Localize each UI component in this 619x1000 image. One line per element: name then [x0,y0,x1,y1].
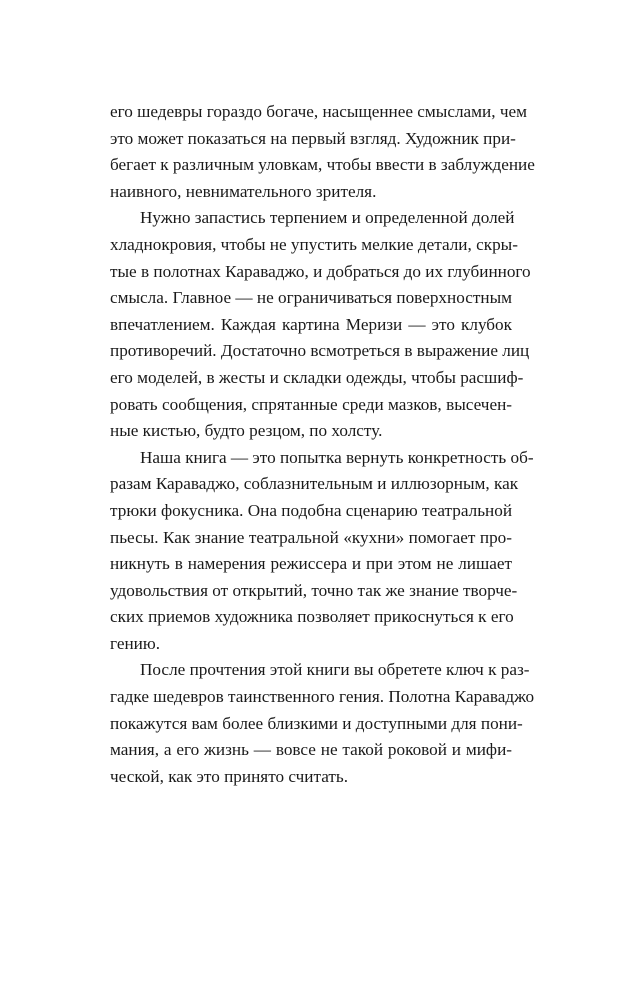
text-line: бегает к различным уловкам, чтобы ввести в заблуждение [110,155,535,175]
text-line: противоречий. Достаточно всмотреться в выражение лиц [110,341,530,361]
paragraph-4 [110,657,535,790]
text-line: это может показаться на первый взгляд. Художник при- [110,128,516,148]
text-line: хладнокровия, чтобы не упустить мелкие детали, скры- [110,234,518,254]
text-line: мания, а его жизнь — вовсе не такой роковой и мифи- [110,740,512,760]
text-line: покажутся вам более близкими и доступными для пони- [110,713,523,733]
text-line: удовольствия от открытий, точно так же знание творче- [110,580,518,600]
text-line: впечатлением. Каждая картина Меризи — это клубок [110,314,512,334]
text-line: смысла. Главное — не ограничиваться поверхностным [110,288,512,308]
text-line: ные кистью, будто резцом, по холсту. [110,421,383,441]
paragraph-3 [110,445,534,658]
text-line: никнуть в намерения режиссера и при этом не лишает [110,554,512,574]
text-line: пьесы. Как знание театральной «кухни» помогает про- [110,527,512,547]
text-line: его шедевры гораздо богаче, насыщеннее смыслами, чем [110,102,527,121]
text-line: ческой, как это принято считать. [110,766,349,786]
text-line: тые в полотнах Караваджо, и добраться до их глубинного [110,261,531,281]
text-line: его моделей, в жесты и складки одежды, чтобы расшиф- [110,367,524,387]
text-line: гадке шедевров таинственного гения. Полотна Караваджо [110,687,535,707]
text-line: гению. [110,633,160,653]
body-text [110,99,535,790]
paragraph-1 [110,99,535,205]
text-line: трюки фокусника. Она подобна сценарию театральной [110,500,513,520]
text-line: После прочтения этой книги вы обретете ключ к раз- [140,660,530,680]
paragraph-2 [110,205,531,444]
text-line: разам Караваджо, соблазнительным и иллюзорным, как [110,474,519,494]
text-line: Нужно запастись терпением и определенной долей [140,208,515,228]
text-line: Наша книга — это попытка вернуть конкретность об- [140,447,534,467]
text-line: наивного, невнимательного зрителя. [110,181,377,201]
text-line: ских приемов художника позволяет прикоснуться к его [110,607,514,627]
text-line: ровать сообщения, спрятанные среди мазков, высечен- [110,394,512,414]
